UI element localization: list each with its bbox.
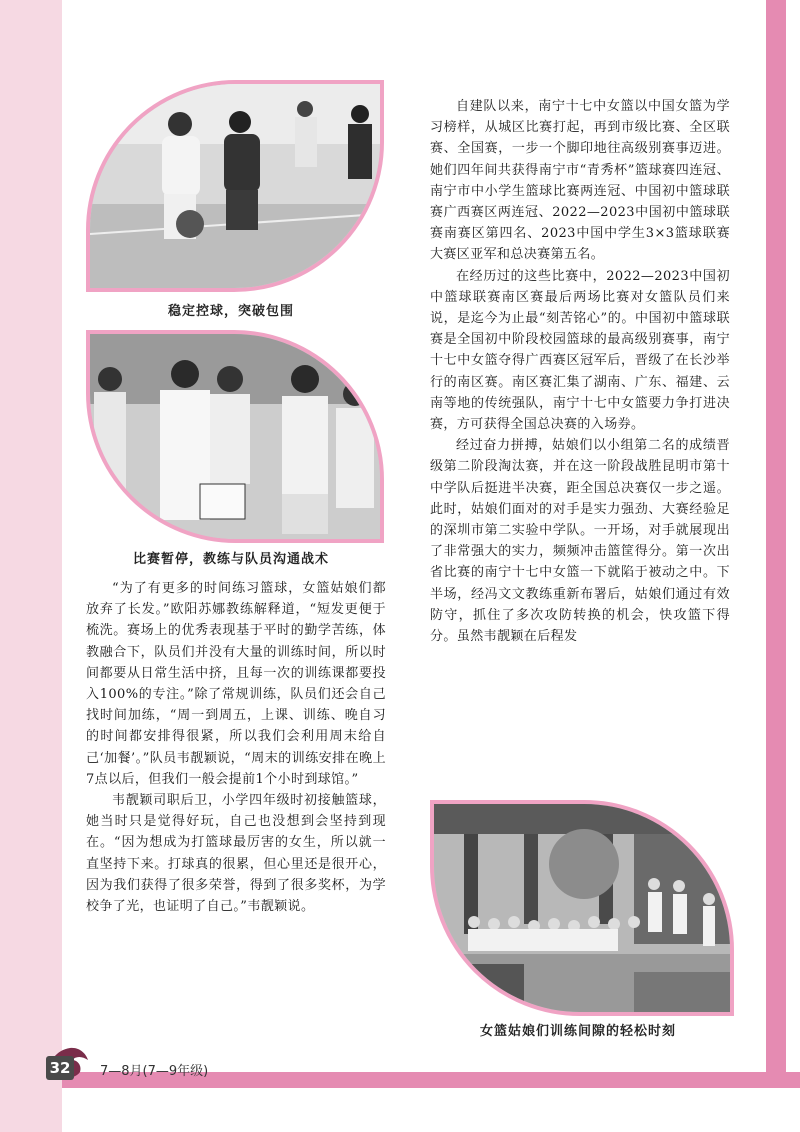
left-margin-band bbox=[0, 0, 62, 1132]
photo-timeout-caption: 比赛暂停，教练与队员沟通战术 bbox=[132, 552, 329, 567]
bottom-margin-area bbox=[62, 1088, 800, 1132]
left-paragraph-1: “为了有更多的时间练习篮球，女篮姑娘们都放弃了长发。”欧阳苏娜教练解释道，“短发更便于梳洗。赛场上的优秀表现基于平时的勤学苦练，体教融合下，队员们并没有大量的训练时间，所以时间都要从日常生活中挤，且每一次的训练课都要投入100%的专注。”除了常规训练，队员们还会自己找时间加练，“周一到周五，上课、训练、晚自习的时间都安排得很紧，所以我们会利用周末给自己‘加餐’。”队员韦靓颖说，“周末的训练安排在晚上7点以后，但我们一般会提前1个小时到球馆。” bbox=[86, 581, 386, 787]
photo-dribbling-caption: 稳定控球，突破包围 bbox=[167, 304, 294, 319]
issue-label: 7—8月(7—9年级) bbox=[100, 1064, 209, 1079]
left-paragraph-2: 韦靓颖司职后卫，小学四年级时初接触篮球，她当时只是觉得好玩，自己也没想到会坚持到现在。“因为想成为打篮球最厉害的女生，所以就一直坚持下来。打球真的很累，但心里还是很开心，因为我们获得了很多荣誉，得到了很多奖杯，为学校争了光，也证明了自己。”韦靓颖说。 bbox=[86, 793, 386, 915]
right-paragraph-1: 自建队以来，南宁十七中女篮以中国女篮为学习榜样，从城区比赛打起，再到市级比赛、全区联赛、全国赛，一步一个脚印地往高级别赛事迈进。她们四年间共获得南宁市“青秀杯”篮球赛四连冠、南宁市中小学生篮球比赛两连冠、中国初中篮球联赛广西赛区两连冠、2022—2023中国初中篮球联赛南赛区第四名、2023中国中学生3×3篮球联赛大赛区亚军和总决赛第五名。 bbox=[430, 99, 730, 263]
photo-team-resting bbox=[430, 800, 734, 1016]
photo-timeout bbox=[86, 330, 384, 543]
article-left-column bbox=[86, 578, 386, 917]
photo-dribbling bbox=[86, 80, 384, 292]
photo-team-resting-caption: 女篮姑娘们训练间隙的轻松时刻 bbox=[479, 1024, 676, 1039]
page-number: 32 bbox=[46, 1056, 74, 1080]
right-margin-band bbox=[766, 0, 786, 1072]
article-right-column bbox=[430, 96, 730, 647]
right-paragraph-3: 经过奋力拼搏，姑娘们以小组第二名的成绩晋级第二阶段淘汰赛，并在这一阶段战胜昆明市第十中学队后挺进半决赛，距全国总决赛仅一步之遥。此时，姑娘们面对的对手是实力强劲、大赛经验足的深圳市第二实验中学队。一开场，对手就展现出了非常强大的实力，频频冲击篮筐得分。第一次出省比赛的南宁十七中女篮一下就陷于被动之中。下半场，经冯文文教练重新布署后，姑娘们通过有效防守，抓住了多次攻防转换的机会，快攻篮下得分。虽然韦靓颖在后程发 bbox=[430, 438, 730, 645]
left-margin-gap bbox=[62, 0, 68, 1132]
right-paragraph-2: 在经历过的这些比赛中，2022—2023中国初中篮球联赛南区赛最后两场比赛对女篮队员们来说，是迄今为止最“刻苦铭心”的。中国初中篮球联赛是全国初中阶段校园篮球的最高级别赛事，南宁十七中女篮夺得广西赛区冠军后，晋级了在长沙举行的南区赛。南区赛汇集了湖南、广东、福建、云南等地的传统强队，南宁十七中女篮要力争打进决赛，方可获得全国总决赛的入场券。 bbox=[430, 268, 730, 433]
